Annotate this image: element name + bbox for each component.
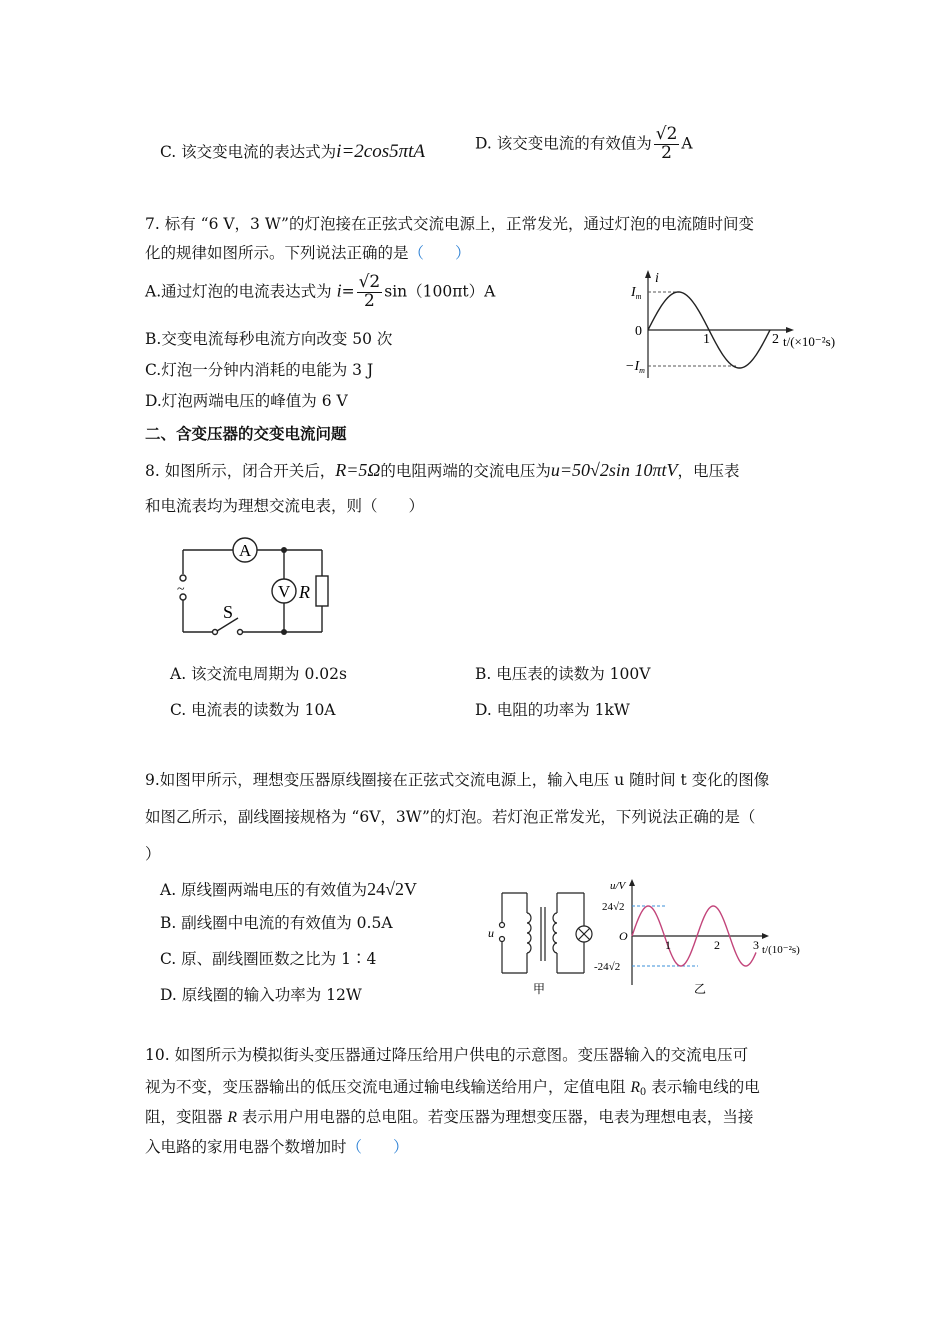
q6-option-d-fraction	[654, 126, 680, 163]
q10-stem-line2-text: 视为不变，变压器输出的低压交流电通过输电线输送给用户，定值电阻	[145, 1078, 631, 1096]
q9-figure-yi-label: 乙	[694, 982, 707, 996]
q8-voltage-formula: u=50√2sin 10πtV	[550, 460, 678, 480]
q6-option-c-formula: i=2cos5πtA	[336, 141, 426, 162]
q9-y-label: u/V	[610, 880, 626, 892]
q7-option-a	[145, 274, 495, 311]
q7-stem-line2-text: 化的规律如图所示。下列说法正确的是	[145, 244, 409, 262]
q9-tick-2: 2	[714, 938, 720, 952]
q7-option-a-expression: sin（100πt）A	[384, 282, 496, 301]
q10-r0-symbol: R	[630, 1079, 640, 1096]
q7-fraction-numerator: √2	[358, 272, 381, 292]
q8-circuit-diagram	[170, 536, 340, 641]
q8-option-a: A. 该交流电周期为 0.02s	[170, 665, 347, 683]
q10-stem-line4-text: 入电路的家用电器个数增加时	[145, 1138, 347, 1156]
q7-y-max-sub: m	[635, 292, 642, 301]
q9-stem-line3: ）	[145, 845, 161, 863]
q9-stem-line2: 如图乙所示，副线圈接规格为 “6V，3W”的灯泡。若灯泡正常发光，下列说法正确的是（	[145, 808, 756, 826]
q10-answer-paren: （ ）	[346, 1138, 409, 1156]
q9-option-a	[160, 880, 417, 899]
q6-fraction-numerator: √2	[655, 124, 678, 144]
q7-y-min-sub: m	[639, 366, 645, 375]
q7-option-a-symbol: i	[336, 280, 342, 301]
q6-option-c	[160, 142, 425, 161]
q8-junction-top	[281, 547, 287, 553]
q8-stem-text-3: ，电压表	[677, 462, 740, 480]
q9-x-label: t/(10⁻²s)	[762, 944, 800, 956]
q9-figure-jia-label: 甲	[533, 982, 546, 996]
q9-terminal-top	[500, 923, 505, 928]
q9-option-b: B. 副线圈中电流的有效值为 0.5A	[160, 914, 393, 932]
q9-secondary-coil	[553, 913, 557, 953]
q9-tick-3: 3	[753, 938, 759, 952]
q8-stem-text-1: 8. 如图所示，闭合开关后，	[145, 462, 336, 480]
q6-option-d	[475, 126, 693, 163]
q8-voltmeter-label: V	[278, 582, 291, 601]
q8-switch-pivot	[213, 630, 218, 635]
q6-fraction-denominator: 2	[661, 142, 672, 163]
q7-option-a-equals: =	[341, 282, 355, 301]
q6-option-c-text: C. 该交变电流的表达式为	[160, 143, 337, 161]
q7-y-min-label	[625, 359, 645, 375]
q10-stem-line3-end: 表示用户用电器的总电阻。若变压器为理想变压器，电表为理想电表，当接	[236, 1108, 754, 1126]
q8-ac-source-symbol: ~	[177, 582, 185, 597]
q8-resistor-label: R	[299, 582, 310, 602]
q8-resistor	[316, 576, 328, 606]
q7-y-axis-arrow	[645, 270, 651, 278]
q9-input-voltage-label: u	[488, 926, 494, 940]
q6-option-d-text: D. 该交变电流的有效值为	[475, 134, 652, 153]
q9-option-a-value: 24√2V	[367, 879, 417, 899]
q8-ammeter-label: A	[239, 541, 252, 560]
q8-switch-contact	[238, 630, 243, 635]
q7-y-max-label	[630, 285, 642, 301]
q10-stem-line2	[145, 1080, 760, 1098]
q9-stem-line1: 9.如图甲所示，理想变压器原线圈接在正弦式交流电源上，输入电压 u 随时间 t 变化的图像	[145, 771, 770, 789]
q7-tick-1: 1	[703, 332, 710, 347]
q8-junction-bottom	[281, 629, 287, 635]
q8-resistance: R=5Ω	[335, 460, 381, 480]
q8-option-c: C. 电流表的读数为 10A	[170, 701, 336, 719]
q8-stem-line2: 和电流表均为理想交流电表，则（ ）	[145, 497, 425, 515]
q8-stem-text-2: 的电阻两端的交流电压为	[380, 462, 551, 480]
q9-option-d: D. 原线圈的输入功率为 12W	[160, 986, 362, 1004]
q9-terminal-bottom	[500, 937, 505, 942]
q7-option-a-text: A.通过灯泡的电流表达式为	[145, 282, 337, 301]
q8-terminal-top	[180, 575, 186, 581]
q9-origin-label: O	[619, 929, 628, 943]
q7-tick-2: 2	[772, 332, 779, 347]
q9-tick-1: 1	[665, 938, 671, 952]
q10-r-symbol: R	[227, 1109, 237, 1126]
q6-option-d-unit: A	[681, 134, 693, 153]
q9-x-axis-arrow	[762, 933, 769, 939]
q8-switch-label: S	[223, 602, 234, 622]
q9-voltage-graph	[590, 873, 815, 998]
section-2-title: 二、含变压器的交变电流问题	[145, 425, 347, 443]
q9-transformer-circuit	[485, 885, 605, 1000]
q7-origin-label: 0	[635, 324, 642, 339]
q7-stem-line2	[145, 246, 471, 262]
q9-option-c: C. 原、副线圈匝数之比为 1∶4	[160, 950, 377, 968]
q7-current-graph	[615, 268, 865, 383]
q7-option-d: D.灯泡两端电压的峰值为 6 V	[145, 392, 348, 410]
q10-stem-line1: 10. 如图所示为模拟街头变压器通过降压给用户供电的示意图。变压器输入的交流电压可	[145, 1046, 749, 1064]
q7-y-label: i	[655, 271, 659, 286]
q7-option-a-fraction	[357, 274, 383, 311]
q7-option-c: C.灯泡一分钟内消耗的电能为 3 J	[145, 361, 374, 379]
q9-y-axis-arrow	[629, 879, 635, 886]
q7-stem-line1: 7. 标有 “6 V，3 W”的灯泡接在正弦式交流电源上，正常发光，通过灯泡的电流随时间变	[145, 215, 754, 233]
q9-y-max-label: 24√2	[602, 901, 625, 913]
q10-stem-line3-text: 阻，变阻器	[145, 1108, 228, 1126]
q7-fraction-denominator: 2	[363, 290, 375, 311]
q7-y-max-text: I	[631, 285, 636, 300]
q10-stem-line2-end: 表示输电线的电	[646, 1078, 760, 1096]
q8-option-b: B. 电压表的读数为 100V	[475, 665, 651, 683]
q7-x-axis-arrow	[786, 327, 794, 333]
q8-stem-line1	[145, 461, 739, 480]
q9-primary-coil	[527, 913, 531, 953]
q10-stem-line3	[145, 1110, 753, 1126]
q10-r0-subscript: 0	[639, 1087, 647, 1098]
q8-option-d: D. 电阻的功率为 1kW	[475, 701, 630, 719]
q10-stem-line4	[145, 1140, 409, 1156]
q7-y-min-text: −I	[625, 359, 640, 374]
q7-answer-paren: （ ）	[408, 244, 471, 262]
q7-x-label: t/(×10⁻²s)	[783, 334, 836, 349]
q7-option-b: B.交变电流每秒电流方向改变 50 次	[145, 330, 393, 348]
q9-option-a-text: A. 原线圈两端电压的有效值为	[160, 881, 368, 899]
q9-y-min-label: -24√2	[594, 961, 621, 973]
